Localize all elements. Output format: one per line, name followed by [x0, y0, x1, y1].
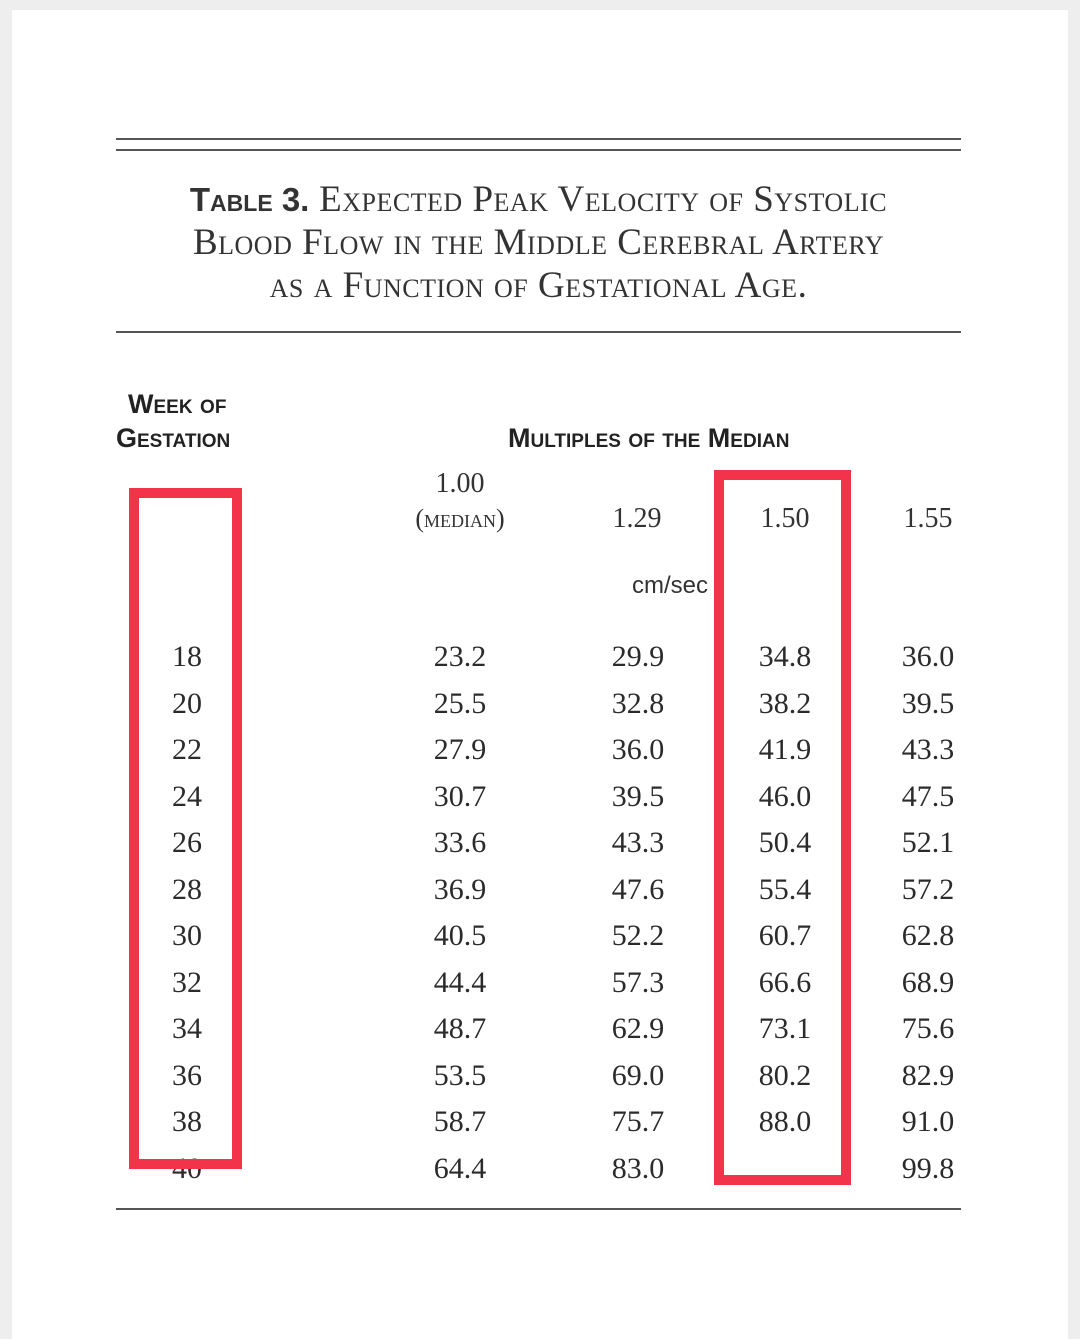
table-label: Table 3. — [189, 181, 310, 218]
mom-header: Multiples of the Median — [508, 423, 790, 453]
value-cell: 66.6 — [758, 965, 812, 999]
value-cell: 40.5 — [433, 919, 487, 952]
week-cell: 18 — [172, 640, 202, 673]
week-cell: 20 — [172, 686, 202, 720]
value-cell: 82.9 — [901, 1058, 955, 1092]
week-cell: 22 — [172, 733, 202, 766]
value-cell: 25.5 — [433, 686, 487, 720]
col-header-1.50: 1.50 — [760, 503, 810, 534]
value-cell: 55.4 — [758, 872, 812, 906]
value-cell: 30.7 — [433, 779, 487, 813]
value-cell: 80.2 — [758, 1058, 812, 1092]
col-header-1.55: 1.55 — [903, 503, 953, 534]
week-cell: 30 — [172, 919, 202, 952]
value-cell: 39.5 — [901, 686, 955, 720]
value-cell: 46.0 — [758, 779, 812, 813]
col-header-1.00: 1.00 — [435, 468, 485, 499]
week-header-line-2: Gestation — [116, 423, 231, 453]
value-cell: 58.7 — [433, 1105, 487, 1138]
title-line-3: as a Function of Gestational Age. — [269, 265, 808, 306]
value-cell: 69.0 — [611, 1058, 665, 1092]
value-cell: 43.3 — [901, 733, 955, 766]
value-cell: 60.7 — [758, 919, 812, 952]
value-cell: 36.0 — [901, 640, 955, 673]
value-cell: 68.9 — [901, 965, 955, 999]
value-cell: 73.1 — [758, 1012, 812, 1045]
week-header-line-1: Week of — [128, 389, 227, 419]
value-cell: 75.7 — [611, 1105, 665, 1138]
bottom-rule — [116, 1208, 961, 1210]
value-cell: 29.9 — [611, 640, 665, 673]
week-cell: 28 — [172, 872, 202, 906]
week-cell: 32 — [172, 965, 202, 999]
value-cell: 38.2 — [758, 686, 812, 720]
top-rule — [116, 138, 961, 140]
value-cell: 34.8 — [758, 640, 812, 673]
title-line-1: Table 3. Expected Peak Velocity of Systolic — [189, 179, 888, 220]
value-cell: 23.2 — [433, 640, 487, 673]
value-cell: 48.7 — [433, 1012, 487, 1045]
value-cell: 47.6 — [611, 872, 665, 906]
value-cell: 44.4 — [433, 965, 487, 999]
value-cell: 36.0 — [611, 733, 665, 766]
value-cell: 62.8 — [901, 919, 955, 952]
value-cell: 27.9 — [433, 733, 487, 766]
value-cell: 64.4 — [433, 1151, 487, 1185]
value-cell: 33.6 — [433, 826, 487, 859]
value-cell: 57.3 — [611, 965, 665, 999]
value-cell: 91.0 — [901, 1105, 955, 1138]
value-cell: 47.5 — [901, 779, 955, 813]
value-cell: 32.8 — [611, 686, 665, 720]
header-rule — [116, 331, 961, 333]
week-cell: 38 — [172, 1105, 202, 1138]
col-header-median: (median) — [415, 504, 505, 533]
week-cell: 26 — [172, 826, 202, 859]
week-cell: 40 — [172, 1151, 202, 1185]
value-cell: 83.0 — [611, 1151, 665, 1185]
unit-label: cm/sec — [632, 572, 709, 599]
week-cell: 34 — [172, 1012, 202, 1045]
week-cell: 24 — [172, 779, 202, 813]
week-cell: 36 — [172, 1058, 202, 1092]
value-cell: 88.0 — [758, 1105, 812, 1138]
table-title — [116, 178, 961, 307]
top-rule-double — [116, 149, 961, 151]
value-cell: 53.5 — [433, 1058, 487, 1092]
value-cell: 39.5 — [611, 779, 665, 813]
value-cell: 99.8 — [901, 1151, 955, 1185]
value-cell: 75.6 — [901, 1012, 955, 1045]
value-cell: 52.2 — [611, 919, 665, 952]
value-cell: 41.9 — [758, 733, 812, 766]
title-line-2: Blood Flow in the Middle Cerebral Artery — [192, 222, 885, 263]
value-cell: 57.2 — [901, 872, 955, 906]
value-cell: 52.1 — [901, 826, 955, 859]
value-cell: 43.3 — [611, 826, 665, 859]
col-header-1.29: 1.29 — [612, 503, 662, 534]
value-cell: 36.9 — [433, 872, 487, 906]
value-cell: 50.4 — [758, 826, 812, 859]
value-cell: 62.9 — [611, 1012, 665, 1045]
